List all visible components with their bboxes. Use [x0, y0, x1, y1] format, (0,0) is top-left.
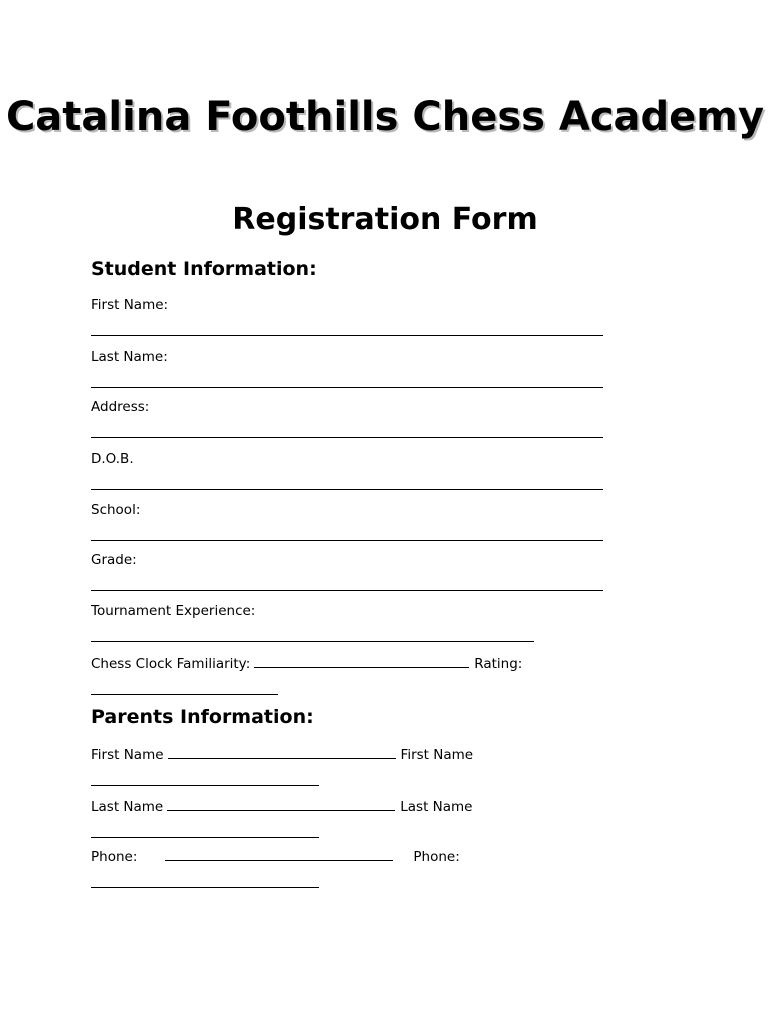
parent2-phone-label: Phone: [413, 849, 460, 865]
clock-label: Chess Clock Familiarity: [91, 656, 251, 672]
school-label: School: [91, 502, 141, 518]
student-section-heading: Student Information: [91, 258, 317, 280]
rating-label: Rating: [474, 656, 523, 672]
parent2-first-name-label: First Name [400, 747, 474, 763]
parent1-phone-label: Phone: [91, 849, 138, 865]
parent2-last-name-label: Last Name [400, 799, 473, 815]
rating-line[interactable] [91, 677, 278, 695]
parent1-first-name-label: First Name [91, 747, 164, 763]
parent2-last-name-line[interactable] [91, 820, 319, 838]
dob-field [91, 447, 691, 499]
tournament-label: Tournament Experience: [91, 603, 256, 619]
form-title: Catalina Foothills Chess Academy [5, 94, 765, 140]
parents-section-heading: Parents Information: [91, 706, 314, 728]
parent1-last-name-label: Last Name [91, 799, 164, 815]
form-subtitle: Registration Form [232, 202, 538, 237]
address-label: Address: [91, 399, 150, 415]
grade-line[interactable] [91, 573, 603, 591]
parent-phone-field [91, 843, 691, 897]
first-name-label: First Name: [91, 297, 169, 313]
first-name-line[interactable] [91, 318, 603, 336]
last-name-label: Last Name: [91, 349, 168, 365]
parent1-last-name-line[interactable] [167, 793, 395, 811]
last-name-line[interactable] [91, 370, 603, 388]
grade-label: Grade: [91, 552, 137, 568]
dob-line[interactable] [91, 472, 603, 490]
parent2-first-name-line[interactable] [91, 768, 319, 786]
clock-rating-field [91, 650, 691, 704]
parent2-phone-line[interactable] [91, 870, 319, 888]
clock-line[interactable] [254, 650, 469, 668]
school-field [91, 498, 691, 550]
last-name-field [91, 345, 691, 397]
address-field [91, 395, 691, 447]
dob-label: D.O.B. [91, 451, 134, 467]
parent-last-name-field [91, 793, 691, 847]
parent1-first-name-line[interactable] [168, 741, 396, 759]
address-line[interactable] [91, 420, 603, 438]
parent-first-name-field [91, 741, 691, 795]
first-name-field [91, 293, 691, 345]
tournament-line[interactable] [91, 624, 534, 642]
parent1-phone-line[interactable] [165, 843, 393, 861]
tournament-field [91, 599, 691, 651]
school-line[interactable] [91, 523, 603, 541]
grade-field [91, 548, 691, 600]
